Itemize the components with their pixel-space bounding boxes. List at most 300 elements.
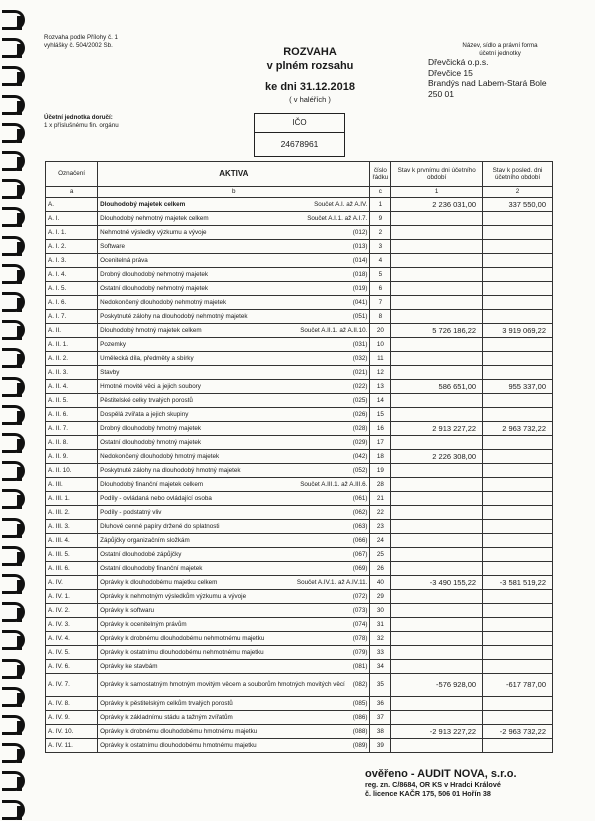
binder-post-shape xyxy=(17,383,22,397)
row-aktiva-cell xyxy=(98,436,370,450)
table-row xyxy=(46,408,553,422)
table-row xyxy=(46,725,553,739)
row-account-code: (012) xyxy=(352,228,368,236)
row-number: 7 xyxy=(370,296,391,310)
row-account-code: (029) xyxy=(352,438,368,446)
binder-ring-icon xyxy=(2,769,32,791)
row-account-code: Součet A.IV.1. až A.IV.11. xyxy=(296,578,368,586)
binder-ring-icon xyxy=(2,346,32,368)
row-number: 23 xyxy=(370,520,391,534)
row-account-code: (072) xyxy=(352,592,368,600)
binder-ring-icon xyxy=(2,741,32,763)
row-oznaceni: A. III. 3. xyxy=(46,520,98,534)
row-oznaceni: A. II. 8. xyxy=(46,436,98,450)
table-row xyxy=(46,254,553,268)
table-row xyxy=(46,240,553,254)
binder-post-shape xyxy=(17,749,22,763)
row-aktiva-cell xyxy=(98,394,370,408)
table-row xyxy=(46,268,553,282)
row-value-start xyxy=(391,352,483,366)
entity-street: Dřevčice 15 xyxy=(428,67,473,78)
row-item-name: Oprávky k dlouhodobému majetku celkem xyxy=(100,578,218,586)
binder-post-shape xyxy=(17,101,22,115)
binder-ring-icon xyxy=(2,459,32,481)
binder-ring-icon xyxy=(2,628,32,650)
row-account-code: (061) xyxy=(352,494,368,502)
row-oznaceni: A. IV. 11. xyxy=(46,739,98,753)
row-number: 6 xyxy=(370,282,391,296)
table-row xyxy=(46,324,553,338)
row-number: 12 xyxy=(370,366,391,380)
row-item-name: Ostatní dlouhodobé zápůjčky xyxy=(100,550,182,558)
binder-post-shape xyxy=(17,326,22,340)
binder-post-shape xyxy=(17,411,22,425)
row-value-start xyxy=(391,254,483,268)
binder-post-shape xyxy=(17,552,22,566)
row-value-end xyxy=(483,590,553,604)
row-oznaceni: A. II. 3. xyxy=(46,366,98,380)
binder-ring-icon xyxy=(2,798,32,820)
row-value-start xyxy=(391,604,483,618)
row-value-start xyxy=(391,660,483,674)
binder-ring-icon xyxy=(2,8,32,30)
row-value-end xyxy=(483,268,553,282)
row-value-end xyxy=(483,464,553,478)
row-oznaceni: A. IV. 7. xyxy=(46,674,98,697)
row-account-code: (031) xyxy=(352,340,368,348)
row-account-code: (028) xyxy=(352,424,368,432)
binder-post-shape xyxy=(17,185,22,199)
row-number: 2 xyxy=(370,226,391,240)
binder-post-shape xyxy=(17,580,22,594)
row-number: 29 xyxy=(370,590,391,604)
row-value-end: -3 581 519,22 xyxy=(483,576,553,590)
table-row xyxy=(46,352,553,366)
row-value-start xyxy=(391,646,483,660)
ico-value: 24678961 xyxy=(280,139,319,149)
row-aktiva-cell xyxy=(98,674,370,697)
row-value-end xyxy=(483,618,553,632)
binder-ring-icon xyxy=(2,600,32,622)
row-item-name: Oprávky k pěstitelským celkům trvalých porostů xyxy=(100,699,233,707)
row-number: 26 xyxy=(370,562,391,576)
row-value-end xyxy=(483,492,553,506)
row-value-end xyxy=(483,562,553,576)
row-value-start xyxy=(391,310,483,324)
row-value-end xyxy=(483,352,553,366)
report-units: ( v haléřích ) xyxy=(289,95,331,104)
spiral-binding xyxy=(0,0,36,821)
row-aktiva-cell xyxy=(98,268,370,282)
row-value-start: -576 928,00 xyxy=(391,674,483,697)
row-item-name: Oprávky k základnímu stádu a tažným zvířatům xyxy=(100,713,233,721)
row-number: 4 xyxy=(370,254,391,268)
binder-post-shape xyxy=(17,242,22,256)
row-oznaceni: A. IV. 4. xyxy=(46,632,98,646)
row-aktiva-cell xyxy=(98,366,370,380)
binder-ring-icon xyxy=(2,403,32,425)
row-number: 31 xyxy=(370,618,391,632)
row-aktiva-cell xyxy=(98,725,370,739)
row-value-start xyxy=(391,711,483,725)
header-cislo-line1: číslo xyxy=(373,166,387,174)
table-row xyxy=(46,338,553,352)
row-account-code: (042) xyxy=(352,452,368,460)
table-row xyxy=(46,520,553,534)
row-value-end xyxy=(483,646,553,660)
binder-post-shape xyxy=(17,129,22,143)
row-oznaceni: A. IV. 9. xyxy=(46,711,98,725)
binder-ring-icon xyxy=(2,487,32,509)
report-date: ke dni 31.12.2018 xyxy=(265,81,355,93)
row-item-name: Podíly - podstatný vliv xyxy=(100,508,162,516)
row-aktiva-cell xyxy=(98,282,370,296)
table-row xyxy=(46,394,553,408)
entity-address xyxy=(428,57,547,99)
binder-post-shape xyxy=(17,524,22,538)
row-aktiva-cell xyxy=(98,711,370,725)
table-row xyxy=(46,548,553,562)
row-account-code: (066) xyxy=(352,536,368,544)
row-account-code: (022) xyxy=(352,382,368,390)
row-aktiva-cell xyxy=(98,646,370,660)
row-item-name: Dlouhodobý finanční majetek celkem xyxy=(100,480,204,488)
row-value-start xyxy=(391,590,483,604)
row-oznaceni: A. I. 3. xyxy=(46,254,98,268)
table-row xyxy=(46,282,553,296)
table-row xyxy=(46,562,553,576)
row-account-code: (013) xyxy=(352,242,368,250)
row-item-name: Oprávky k drobnému dlouhodobému nehmotnému majetku xyxy=(100,634,265,642)
row-value-end xyxy=(483,450,553,464)
row-oznaceni: A. I. 1. xyxy=(46,226,98,240)
row-item-name: Oprávky ke stavbám xyxy=(100,662,158,670)
row-aktiva-cell xyxy=(98,697,370,711)
row-item-name: Pěstitelské celky trvalých porostů xyxy=(100,396,193,404)
row-aktiva-cell xyxy=(98,338,370,352)
row-account-code: (018) xyxy=(352,270,368,278)
row-account-code: (074) xyxy=(352,620,368,628)
auditor-stamp xyxy=(365,768,517,798)
stamp-line1: ověřeno - AUDIT NOVA, s.r.o. xyxy=(365,768,517,780)
row-item-name: Poskytnuté zálohy na dlouhodobý hmotný majetek xyxy=(100,466,241,474)
binder-post-shape xyxy=(17,16,22,30)
row-aktiva-cell xyxy=(98,352,370,366)
table-row xyxy=(46,366,553,380)
binder-ring-icon xyxy=(2,318,32,340)
header-cislo-line2: řádku xyxy=(372,174,389,181)
row-aktiva-cell xyxy=(98,548,370,562)
row-aktiva-cell xyxy=(98,660,370,674)
row-value-start xyxy=(391,739,483,753)
row-value-start xyxy=(391,506,483,520)
row-oznaceni: A. II. 1. xyxy=(46,338,98,352)
row-number: 1 xyxy=(370,198,391,212)
row-value-end xyxy=(483,697,553,711)
row-value-end: 3 919 069,22 xyxy=(483,324,553,338)
table-row xyxy=(46,380,553,394)
binder-post-shape xyxy=(17,44,22,58)
table-row xyxy=(46,492,553,506)
table-row xyxy=(46,422,553,436)
row-account-code: (019) xyxy=(352,284,368,292)
table-row xyxy=(46,618,553,632)
row-account-code: (025) xyxy=(352,396,368,404)
binder-post-shape xyxy=(17,608,22,622)
subheader-c: c xyxy=(370,187,391,198)
row-value-start xyxy=(391,282,483,296)
binder-post-shape xyxy=(17,213,22,227)
ico-box xyxy=(254,113,345,157)
row-item-name: Pozemky xyxy=(100,340,127,348)
row-item-name: Ocenitelná práva xyxy=(100,256,148,264)
table-row xyxy=(46,296,553,310)
delivery-label: Účetní jednotka doručí: xyxy=(44,114,113,121)
table-row xyxy=(46,436,553,450)
table-row xyxy=(46,646,553,660)
row-oznaceni: A. III. 5. xyxy=(46,548,98,562)
row-value-start xyxy=(391,618,483,632)
ico-label: IČO xyxy=(255,114,344,133)
binder-post-shape xyxy=(17,665,22,679)
subheader-2: 2 xyxy=(483,187,553,198)
row-aktiva-cell xyxy=(98,226,370,240)
row-aktiva-cell xyxy=(98,506,370,520)
row-oznaceni: A. I. 4. xyxy=(46,268,98,282)
row-oznaceni: A. IV. 8. xyxy=(46,697,98,711)
row-item-name: Dospělá zvířata a jejich skupiny xyxy=(100,410,189,418)
row-account-code: (052) xyxy=(352,466,368,474)
table-row xyxy=(46,660,553,674)
header-stav-prvni: Stav k prvnímu dni účetního období xyxy=(391,162,483,187)
binder-ring-icon xyxy=(2,177,32,199)
document-title: ROZVAHA xyxy=(283,46,337,58)
row-number: 24 xyxy=(370,534,391,548)
binder-post-shape xyxy=(17,495,22,509)
row-number: 28 xyxy=(370,478,391,492)
row-item-name: Nedokončený dlouhodobý nehmotný majetek xyxy=(100,298,227,306)
row-number: 16 xyxy=(370,422,391,436)
row-number: 8 xyxy=(370,310,391,324)
binder-ring-icon xyxy=(2,516,32,538)
row-value-start xyxy=(391,226,483,240)
row-value-start xyxy=(391,632,483,646)
entity-city: Brandýs nad Labem-Stará Bole xyxy=(428,78,547,88)
row-account-code: (088) xyxy=(352,727,368,735)
binder-ring-icon xyxy=(2,205,32,227)
row-item-name: Stavby xyxy=(100,368,120,376)
table-row xyxy=(46,198,553,212)
row-value-end xyxy=(483,296,553,310)
binder-ring-icon xyxy=(2,149,32,171)
row-item-name: Oprávky k ostatnímu dlouhodobému nehmotnému majetku xyxy=(100,648,264,656)
row-value-end xyxy=(483,338,553,352)
row-item-name: Dluhové cenné papíry držené do splatnosti xyxy=(100,522,220,530)
row-oznaceni: A. III. 1. xyxy=(46,492,98,506)
binder-ring-icon xyxy=(2,431,32,453)
row-item-name: Software xyxy=(100,242,126,250)
row-account-code: (082) xyxy=(352,681,368,689)
entity-caption-line1: Název, sídlo a právní forma xyxy=(462,42,538,49)
binder-ring-icon xyxy=(2,121,32,143)
row-item-name: Dlouhodobý hmotný majetek celkem xyxy=(100,326,202,334)
row-value-start: -2 913 227,22 xyxy=(391,725,483,739)
row-oznaceni: A. I. 2. xyxy=(46,240,98,254)
row-aktiva-cell xyxy=(98,310,370,324)
row-aktiva-cell xyxy=(98,478,370,492)
row-aktiva-cell xyxy=(98,254,370,268)
row-value-start xyxy=(391,240,483,254)
row-value-end xyxy=(483,282,553,296)
entity-caption-line2: účetní jednotky xyxy=(479,49,521,57)
binder-post-shape xyxy=(17,777,22,791)
table-row xyxy=(46,711,553,725)
row-account-code: Součet A.III.1. až A.III.6. xyxy=(300,480,368,488)
row-account-code: (089) xyxy=(352,741,368,749)
row-value-start: 5 726 186,22 xyxy=(391,324,483,338)
row-value-start xyxy=(391,562,483,576)
table-row xyxy=(46,576,553,590)
row-value-end xyxy=(483,520,553,534)
row-oznaceni: A. I. 7. xyxy=(46,310,98,324)
binder-post-shape xyxy=(17,298,22,312)
row-value-end xyxy=(483,604,553,618)
row-account-code: (078) xyxy=(352,634,368,642)
row-oznaceni: A. IV. 5. xyxy=(46,646,98,660)
row-account-code: (062) xyxy=(352,508,368,516)
row-item-name: Drobný dlouhodobý nehmotný majetek xyxy=(100,270,208,278)
binder-post-shape xyxy=(17,806,22,820)
table-row xyxy=(46,590,553,604)
entity-caption xyxy=(430,42,570,57)
stamp-line3: č. licence KAČR 175, 506 01 Hořín 38 xyxy=(365,789,491,798)
delivery-value: 1 x příslušnému fin. orgánu xyxy=(44,121,119,129)
row-item-name: Oprávky k drobnému dlouhodobému hmotnému majetku xyxy=(100,727,258,735)
row-oznaceni: A. II. 7. xyxy=(46,422,98,436)
row-item-name: Zápůjčky organizačním složkám xyxy=(100,536,190,544)
row-value-end xyxy=(483,478,553,492)
row-account-code: (021) xyxy=(352,368,368,376)
table-row xyxy=(46,464,553,478)
row-account-code: (026) xyxy=(352,410,368,418)
row-number: 3 xyxy=(370,240,391,254)
row-item-name: Nehmotné výsledky výzkumu a vývoje xyxy=(100,228,207,236)
row-value-end xyxy=(483,506,553,520)
entity-name: Dřevčická o.p.s. xyxy=(428,57,489,67)
row-aktiva-cell xyxy=(98,422,370,436)
row-oznaceni: A. II. 10. xyxy=(46,464,98,478)
table-row xyxy=(46,212,553,226)
row-value-start xyxy=(391,296,483,310)
row-account-code: (051) xyxy=(352,312,368,320)
row-value-end xyxy=(483,394,553,408)
row-item-name: Poskytnuté zálohy na dlouhodobý nehmotný majetek xyxy=(100,312,248,320)
binder-ring-icon xyxy=(2,544,32,566)
stamp-line2: reg. zn. C/8684, OR KS v Hradci Králové xyxy=(365,780,501,789)
row-value-start xyxy=(391,212,483,226)
row-oznaceni: A. IV. 6. xyxy=(46,660,98,674)
row-account-code: (041) xyxy=(352,298,368,306)
row-value-end xyxy=(483,254,553,268)
row-item-name: Podíly - ovládaná nebo ovládající osoba xyxy=(100,494,212,502)
row-value-end xyxy=(483,226,553,240)
row-value-end xyxy=(483,534,553,548)
row-value-start: 2 236 031,00 xyxy=(391,198,483,212)
row-aktiva-cell xyxy=(98,408,370,422)
row-account-code: (069) xyxy=(352,564,368,572)
table-row xyxy=(46,506,553,520)
row-oznaceni: A. IV. 3. xyxy=(46,618,98,632)
row-account-code: Součet A.I. až A.IV. xyxy=(314,200,368,208)
row-value-start xyxy=(391,366,483,380)
row-account-code: (014) xyxy=(352,256,368,264)
row-aktiva-cell xyxy=(98,520,370,534)
binder-post-shape xyxy=(17,467,22,481)
row-oznaceni: A. I. 6. xyxy=(46,296,98,310)
row-value-start: 2 913 227,22 xyxy=(391,422,483,436)
row-number: 32 xyxy=(370,632,391,646)
row-oznaceni: A. III. xyxy=(46,478,98,492)
subheader-b: b xyxy=(98,187,370,198)
row-number: 25 xyxy=(370,548,391,562)
table-row xyxy=(46,478,553,492)
binder-post-shape xyxy=(17,72,22,86)
binder-ring-icon xyxy=(2,234,32,256)
row-aktiva-cell xyxy=(98,739,370,753)
row-aktiva-cell xyxy=(98,576,370,590)
row-aktiva-cell xyxy=(98,198,370,212)
row-value-start xyxy=(391,478,483,492)
row-value-end xyxy=(483,660,553,674)
row-oznaceni: A. xyxy=(46,198,98,212)
row-number: 11 xyxy=(370,352,391,366)
table-row xyxy=(46,697,553,711)
row-account-code: (081) xyxy=(352,662,368,670)
row-item-name: Umělecká díla, předměty a sbírky xyxy=(100,354,194,362)
row-aktiva-cell xyxy=(98,632,370,646)
row-oznaceni: A. IV. 2. xyxy=(46,604,98,618)
row-item-name: Oprávky k ocenitelným právům xyxy=(100,620,187,628)
row-value-start xyxy=(391,520,483,534)
row-oznaceni: A. III. 6. xyxy=(46,562,98,576)
row-account-code: (085) xyxy=(352,699,368,707)
row-oznaceni: A. III. 2. xyxy=(46,506,98,520)
binder-ring-icon xyxy=(2,93,32,115)
document-subtitle: v plném rozsahu xyxy=(266,60,354,72)
row-number: 17 xyxy=(370,436,391,450)
row-aktiva-cell xyxy=(98,464,370,478)
row-item-name: Dlouhodobý nehmotný majetek celkem xyxy=(100,214,209,222)
row-value-end: 955 337,00 xyxy=(483,380,553,394)
row-oznaceni: A. IV. 1. xyxy=(46,590,98,604)
binder-post-shape xyxy=(17,693,22,707)
header-stav-posledni: Stav k posled. dni účetního období xyxy=(483,162,553,187)
binder-ring-icon xyxy=(2,572,32,594)
subheader-1: 1 xyxy=(391,187,483,198)
row-account-code: (063) xyxy=(352,522,368,530)
table-row xyxy=(46,739,553,753)
row-value-start xyxy=(391,492,483,506)
row-oznaceni: A. IV. xyxy=(46,576,98,590)
row-value-end: 2 963 732,22 xyxy=(483,422,553,436)
row-account-code: (067) xyxy=(352,550,368,558)
binder-ring-icon xyxy=(2,36,32,58)
document-title-block xyxy=(240,46,380,104)
row-value-end xyxy=(483,436,553,450)
row-oznaceni: A. I. xyxy=(46,212,98,226)
row-item-name: Hmotné movité věci a jejich soubory xyxy=(100,382,201,390)
row-item-name: Nedokončený dlouhodobý hmotný majetek xyxy=(100,452,220,460)
